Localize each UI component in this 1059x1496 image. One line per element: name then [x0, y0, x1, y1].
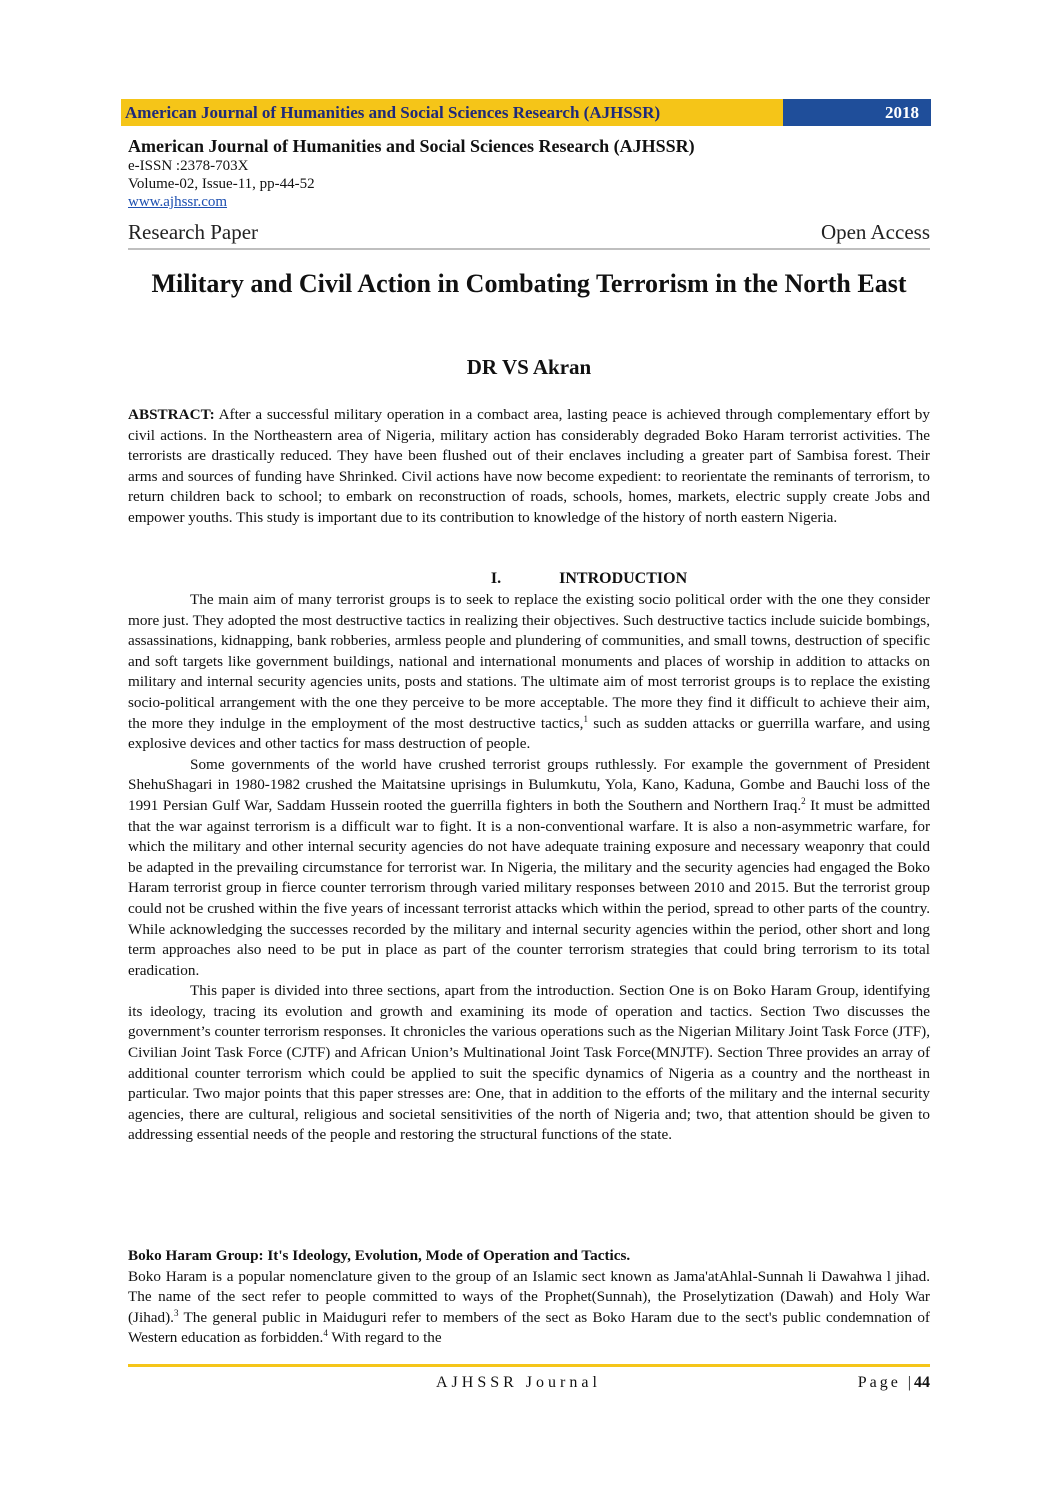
journal-banner [121, 99, 931, 126]
paragraph [128, 755, 930, 982]
paragraph: This paper is divided into three sections, apart from the introduction. Section One is on Boko Haram Group, identifying its ideology, tracing its evolution and growth and examining its mode of operation and tactics. Section Two discusses the government’s counter terrorism responses. It chronicles the various operations such as the Nigerian Military Joint Task Force (JTF), Civilian Joint Task Force (CJTF) and African Union’s Multinational Joint Task Force(MNJTF). Section Three provides an array of additional counter terrorism which could be applied to suit the specific dynamics of Nigeria as a country and the northeast in particular. Two major points that this paper stresses are: One, that in addition to the efforts of the military and the internal security agencies, there are cultural, religious and societal sensitivities of the north of Nigeria and; two, that attention should be given to addressing essential needs of the people and restoring the structural functions of the state. [128, 982, 930, 1144]
section-title: INTRODUCTION [559, 570, 688, 587]
section-heading [248, 568, 930, 590]
page-indicator [858, 1374, 930, 1392]
issn: e-ISSN :2378-703X [128, 158, 249, 174]
footer-journal: AJHSSR Journal [436, 1374, 601, 1391]
footnote-ref: 2 [801, 795, 806, 806]
footer-divider [128, 1364, 930, 1367]
paragraph-text: Some governments of the world have crushed terrorist groups ruthlessly. For example the government of President ShehuShagari in 1980-1982 crushed the Maitatsine uprisings in Bulumkutu, Yola, Kano, Kaduna, Gombe and Bauchi loss of the 1991 Persian Gulf War, Saddam Hussein rooted the guerrilla fighters in both the Southern and Northern Iraq. [128, 755, 930, 814]
paper-type-bar [128, 220, 930, 250]
journal-info [128, 135, 930, 211]
page-label: Page | [857, 1374, 914, 1391]
abstract [128, 405, 930, 529]
paragraph-text: With regard to the [327, 1329, 442, 1347]
page-number: 44 [914, 1374, 930, 1391]
paragraph [128, 1267, 930, 1349]
author-name: DR VS Akran [466, 355, 592, 379]
footnote-ref: 1 [583, 713, 588, 724]
access-type: Open Access [820, 220, 930, 244]
section-number: I. [490, 570, 502, 587]
journal-website-link[interactable]: www.ajhssr.com [128, 194, 228, 210]
introduction-section [128, 568, 930, 1146]
journal-name: American Journal of Humanities and Social Sciences Research (AJHSSR) [128, 136, 695, 156]
paragraph-text: such as sudden attacks or guerrilla warfare, and using explosive devices and other tactics for mass destruction of people. [128, 714, 930, 753]
paragraph-text: The general public in Maiduguri refer to members of the sect as Boko Haram due to the sect's public condemnation of Western education as forbidden. [128, 1308, 930, 1347]
paper-type: Research Paper [128, 220, 259, 244]
banner-journal-name: American Journal of Humanities and Social Sciences Research (AJHSSR) [121, 99, 783, 126]
subsection-heading: Boko Haram Group: It's Ideology, Evolution, Mode of Operation and Tactics. [128, 1247, 631, 1264]
banner-year: 2018 [783, 99, 931, 126]
paragraph-text: It must be admitted that the war against terrorism is a difficult war to fight. It is a non-conventional warfare. It is also a non-asymmetric warfare, for which the military and other internal security agencies do not have adequate training exposure and necessary weaponry that could be adapted in the prevailing circumstance for terrorist war. In Nigeria, the military and the security agencies had engaged the Boko Haram terrorist group in fierce counter terrorism through varied military responses between 2010 and 2015. But the terrorist group could not be crushed within the five years of incessant terrorist attacks which within the period, spread to other parts of the country. While acknowledging the successes recorded by the military and internal security agencies within the period, other short and long term approaches also need to be put in place as part of the counter terrorism strategies that could bring terrorism to its total eradication. [128, 796, 930, 979]
abstract-label: ABSTRACT: [128, 406, 215, 423]
abstract-text: After a successful military operation in a combact area, lasting peace is achieved through complementary effort by civil actions. In the Northeastern area of Nigeria, military action has considerably degraded Boko Haram terrorist activities. The terrorists are drastically reduced. They have been flushed out of their enclaves including a greater part of Sambisa forest. Their arms and sources of funding have Shrinked. Civil actions have now become expedient: to reorientate the reminants of terrorism, to return children back to school; to embark on reconstruction of roads, schools, homes, markets, electric supply create Jobs and empower youths. This study is important due to its contribution to knowledge of the history of north eastern Nigeria. [128, 406, 930, 526]
paragraph-text: Boko Haram is a popular nomenclature given to the group of an Islamic sect known as Jama'atAhlal-Sunnah li Dawahwa l jihad. The name of the sect refer to people committed to ways of the Prophet(Sunnah), the Proselytization (Dawah) and Holy War (Jihad). [128, 1267, 930, 1326]
boko-haram-section [128, 1246, 930, 1349]
paper-title: Military and Civil Action in Combating Terrorism in the North East [151, 269, 907, 298]
footnote-ref: 4 [323, 1328, 328, 1339]
paragraph [128, 590, 930, 755]
paragraph-text: The main aim of many terrorist groups is to seek to replace the existing socio political order with the one they consider more just. They adopted the most destructive tactics in realizing their objectives. Such destructive tactics include suicide bombings, assassinations, kidnapping, bank robberies, armless people and plundering of communities, and small towns, destruction of specific and soft targets like government buildings, national and international monuments and places of worship in addition to attacks on military and internal security agencies units, posts and stations. The ultimate aim of most terrorist groups is to replace the existing socio-political arrangement with the one they perceive to be more acceptable. The more they find it difficult to achieve their aim, the more they indulge in the employment of the most destructive tactics, [128, 591, 930, 732]
volume-info: Volume-02, Issue-11, pp-44-52 [128, 176, 315, 192]
footnote-ref: 3 [173, 1307, 179, 1318]
